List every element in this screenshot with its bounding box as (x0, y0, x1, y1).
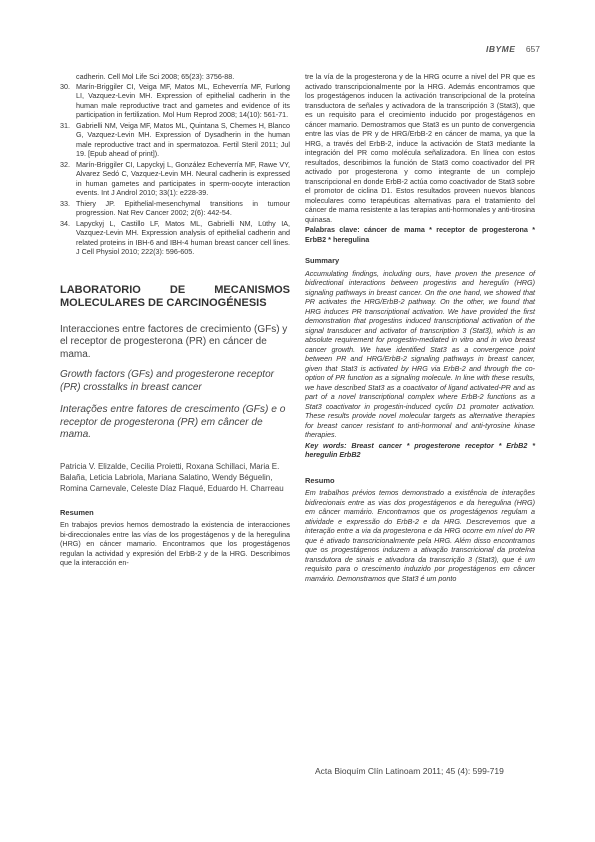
reference-text: Lapyckyj L, Castillo LF, Matos ML, Gabrielli NM, Lüthy IA, Vazquez-Levin MH. Expression analysis of epithelial cadherin and related proteins in IBH-6 and IBH-4 human breast cancer cell lines. J Cell Physiol 2010; 222(3): 596-605. (76, 218, 290, 256)
article-title-spanish: Interacciones entre factores de crecimiento (GFs) y el receptor de progesterona (PR) en cáncer de mama. (60, 323, 288, 360)
resumen-paragraph: En trabajos previos hemos demostrado la existencia de interacciones bi-direccionales entre las vías de los progestágenos y de la heregulina (HRG) en cáncer mamario. Encontramos que los progestágenos regulan la actividad y expresión del ErbB-2 y de la HRG. Describimos que la interacción en- (60, 520, 290, 567)
journal-citation-footer: Acta Bioquím Clín Latinoam 2011; 45 (4): 599-719 (315, 766, 504, 776)
journal-section-label: IBYME (486, 44, 516, 54)
author-list: Patricia V. Elizalde, Cecilia Proietti, Roxana Schillaci, Maria E. Balaña, Leticia Labriola, Mariana Salatino, Wendy Béguelin, Romina Carnevale, Celeste Díaz Flaqué, Eduardo H. Charreau (60, 461, 284, 493)
reference-32 (60, 160, 290, 198)
reference-number: 30. (60, 81, 70, 91)
section-title: LABORATORIO DE MECANISMOS MOLECULARES DE CARCINOGÉNESIS (60, 283, 290, 309)
reference-text: Thiery JP. Epithelial-mesenchymal transitions in tumour progression. Nat Rev Cancer 2002; 2(6): 442-54. (76, 198, 290, 217)
reference-text: Marín-Briggiler CI, Lapyckyj L, González Echeverría MF, Rawe VY, Alvarez Sedó C, Vazquez-Levin MH. Neural cadherin is expressed in human gametes and participates in sperm-oocyte interaction events. Int J Androl 2010; 33(1): e228-39. (76, 159, 290, 197)
reference-number: 33. (60, 198, 70, 208)
summary-heading: Summary (305, 256, 340, 265)
reference-number: 31. (60, 120, 70, 130)
resumo-heading: Resumo (305, 475, 335, 485)
summary-paragraph: Accumulating findings, including ours, have proven the presence of bidirectional interactions between progestins and heregulin (HRG) signaling pathways in breast cancer. On the one hand, we showed that PR activates the HRG/ErbB-2 pathway. On the other, we found that HRG induces PR transcriptional activation. We have provided the first demonstration that progestins induced transcriptional activation of the signal transducer and activator of transcription 3 (Stat3), which is an absolute requirement for progestin-mediated in vitro and in vivo breast cancer growth. We have identified Stat3 as a convergence point between PR and HRG/ErbB-2 signaling pathways in breast cancer, given that Stat3 is activated by HRG via ErbB-2 and through the co-option of PR function as a signaling molecule. In line with these results, we have described Stat3 as a coactivator of ligand activated-PR and as part of a novel transcriptional complex where ErbB-2 functions as a Stat3 coactivator in progestin-induced cyclin D1 promoter activation. These results provide novel molecular targets as alternative therapies for breast cancer resistant to anti-hormonal and anti-tyrosine kinase therapies. (305, 268, 535, 439)
article-title-portuguese: Interações entre fatores de crescimento (GFs) e o receptor de progesterona (PR) em câncer de mama. (60, 404, 286, 440)
resumo-paragraph: Em trabalhos prévios temos demonstrado a existência de interações bidirecionais entre as vias dos progestágenos e da heregulina (HRG) em câncer mamário. Encontramos que os progestágenos regulam a atividade e expressão do ErbB-2 e da HRG. Descrevemos que a interação entre a via da progesterona e da HRG ocorre em nível do PR que é ativado transcricionalmente pela HRG. Além disso encontramos que os progestágenos induzem a ativação transcricional da proteína transdutora de sinais e ativadora da transcrição 3 (Stat3), que é um requisito para o crescimento induzido por progestágenos em câncer mamário. Demonstramos que Stat3 é um ponto (305, 488, 535, 583)
page-header (486, 44, 540, 54)
key-words: Key words: Breast cancer * progesterone receptor * ErbB2 * heregulin ErbB2 (305, 440, 535, 459)
reference-31 (60, 121, 290, 159)
page-number: 657 (525, 44, 540, 54)
palabras-clave: Palabras clave: cáncer de mama * receptor de progesterona * ErbB2 * heregulina (305, 225, 535, 244)
reference-number: 32. (60, 159, 70, 169)
right-column (305, 72, 535, 583)
reference-30 (60, 82, 290, 120)
reference-33 (60, 199, 290, 218)
reference-34 (60, 219, 290, 257)
reference-number: 34. (60, 218, 70, 228)
reference-text: Gabrielli NM, Veiga MF, Matos ML, Quintana S, Chemes H, Blanco G, Vazquez-Levin MH. Expression of Dysadherin in the human male reproductive tract and in spermatozoa. Fertil Steril 2011; Jul 19. [Epub ahead of print]). (76, 120, 290, 158)
reference-29-continuation: cadherin. Cell Mol Life Sci 2008; 65(23): 3756-88. (76, 72, 235, 81)
resumen-continuation: tre la vía de la progesterona y de la HRG ocurre a nivel del PR que es activado transcripcionalmente por la HRG. Además encontramos que los progestágenos inducen la activación transcripcional de la proteína transductora de señales y activadora de la transcripción 3 (Stat3), que es un requisito para el crecimiento inducido por progestágenos en cáncer mamario. Demostramos que Stat3 es un punto de convergencia entre las vías de PR y de HRG/ErbB-2 en cáncer de mama, ya que la HRG, a través del ErbB-2, induce la activación de Stat3 mediante la integración del PR como molécula señalizadora. En línea con estos resultados, describimos la función de Stat3 como coactivador del PR activado por progesterona y como integrante de un complejo transcripcional en donde ErbB-2 actúa como coactivador de Stat3 sobre el promotor de ciclina D1. Estos resultados proveen nuevos blancos moleculares como terapéuticas alternativas para el tratamiento del cáncer de mama resistente a las terapias anti-hormonales y anti-tirosina quinasa. (305, 72, 535, 224)
resumen-heading: Resumen (60, 507, 94, 517)
article-title-english: Growth factors (GFs) and progesterone receptor (PR) crosstalks in breast cancer (60, 369, 274, 393)
reference-text: Marín-Briggiler CI, Veiga MF, Matos ML, Echeverría MF, Furlong LI, Vazquez-Levin MH. Expression of epithelial cadherin in the human male reproductive tract and gametes and evidence of its participation in fertilization. Mol Hum Reprod 2008; 14(10): 561-71. (76, 81, 290, 119)
left-column (60, 72, 290, 568)
